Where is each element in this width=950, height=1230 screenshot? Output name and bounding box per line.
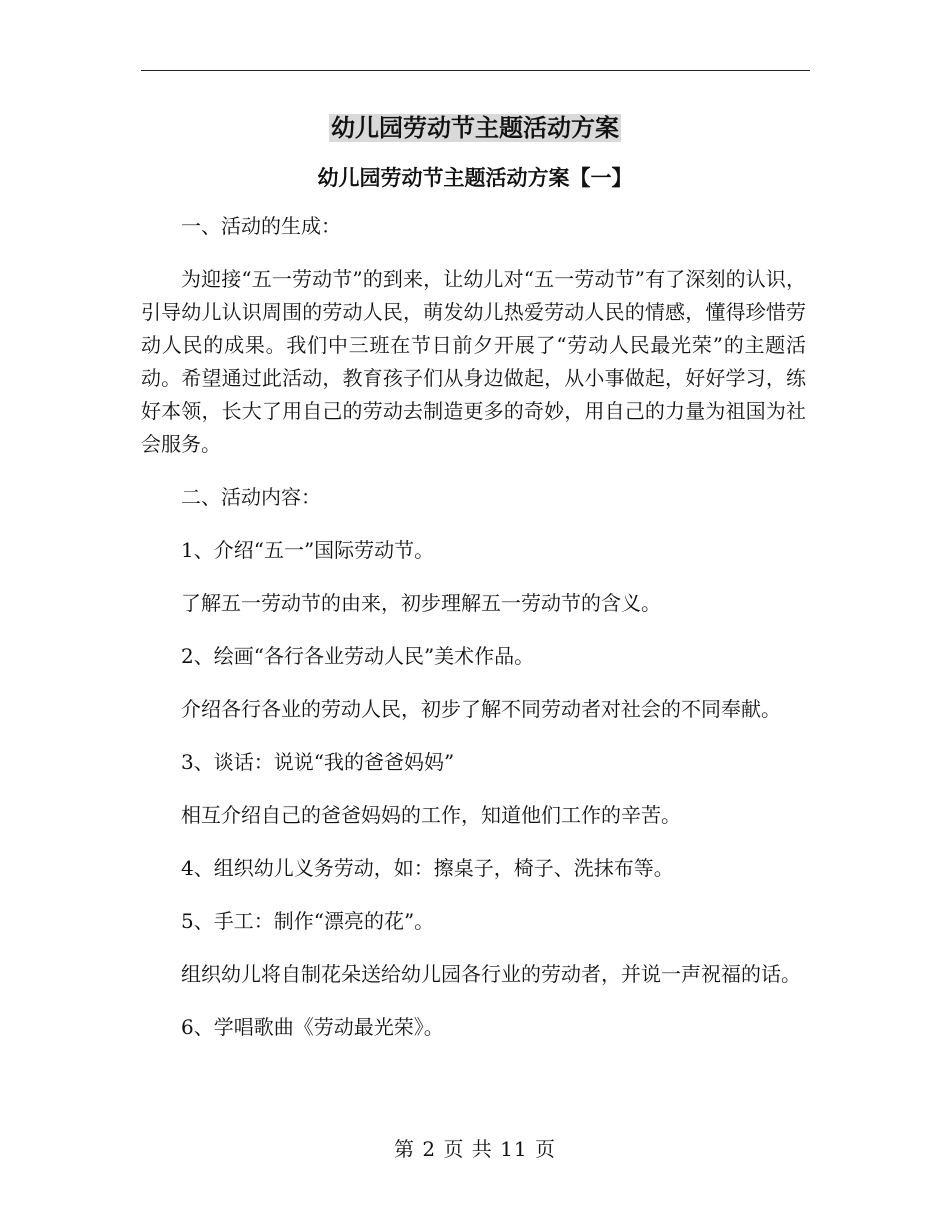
- list-item-6: 6、学唱歌曲《劳动最光荣》。: [181, 1015, 444, 1039]
- header-rule: [141, 70, 810, 71]
- document-body: [141, 210, 806, 1064]
- list-item-3: 3、谈话：说说“我的爸爸妈妈”: [181, 750, 455, 774]
- list-item-2: 2、绘画“各行各业劳动人民”美术作品。: [181, 644, 535, 668]
- heading-activity-content: 二、活动内容：: [181, 485, 321, 509]
- list-item-2-detail: 介绍各行各业的劳动人民，初步了解不同劳动者对社会的不同奉献。: [181, 697, 781, 721]
- list-item-1-detail: 了解五一劳动节的由来，初步理解五一劳动节的含义。: [181, 591, 661, 615]
- list-item-5-detail: 组织幼儿将自制花朵送给幼儿园各行业的劳动者，并说一声祝福的话。: [181, 962, 801, 986]
- list-item-5: 5、手工：制作“漂亮的花”。: [181, 909, 435, 933]
- list-item-3-detail: 相互介绍自己的爸爸妈妈的工作，知道他们工作的辛苦。: [181, 803, 681, 827]
- page-footer: 第 2 页 共 11 页: [394, 1137, 556, 1161]
- heading-activity-origin: 一、活动的生成：: [181, 214, 341, 238]
- document-title-text: 幼儿园劳动节主题活动方案: [331, 114, 619, 142]
- list-item-1: 1、介绍“五一”国际劳动节。: [181, 538, 435, 562]
- list-item-4: 4、组织幼儿义务劳动，如：擦桌子，椅子、洗抹布等。: [181, 856, 674, 880]
- paragraph-origin-text: 为迎接“五一劳动节”的到来，让幼儿对“五一劳动节”有了深刻的认识，引导幼儿认识周围的劳动人民，萌发幼儿热爱劳动人民的情感，懂得珍惜劳动人民的成果。我们中三班在节日前夕开展了“劳动人民最光荣”的主题活动。希望通过此活动，教育孩子们从身边做起，从小事做起，好好学习，练好本领，长大了用自己的劳动去制造更多的奇妙，用自己的力量为祖国为社会服务。: [141, 267, 806, 456]
- document-title: [0, 108, 950, 143]
- section-title: 幼儿园劳动节主题活动方案【一】: [317, 166, 633, 190]
